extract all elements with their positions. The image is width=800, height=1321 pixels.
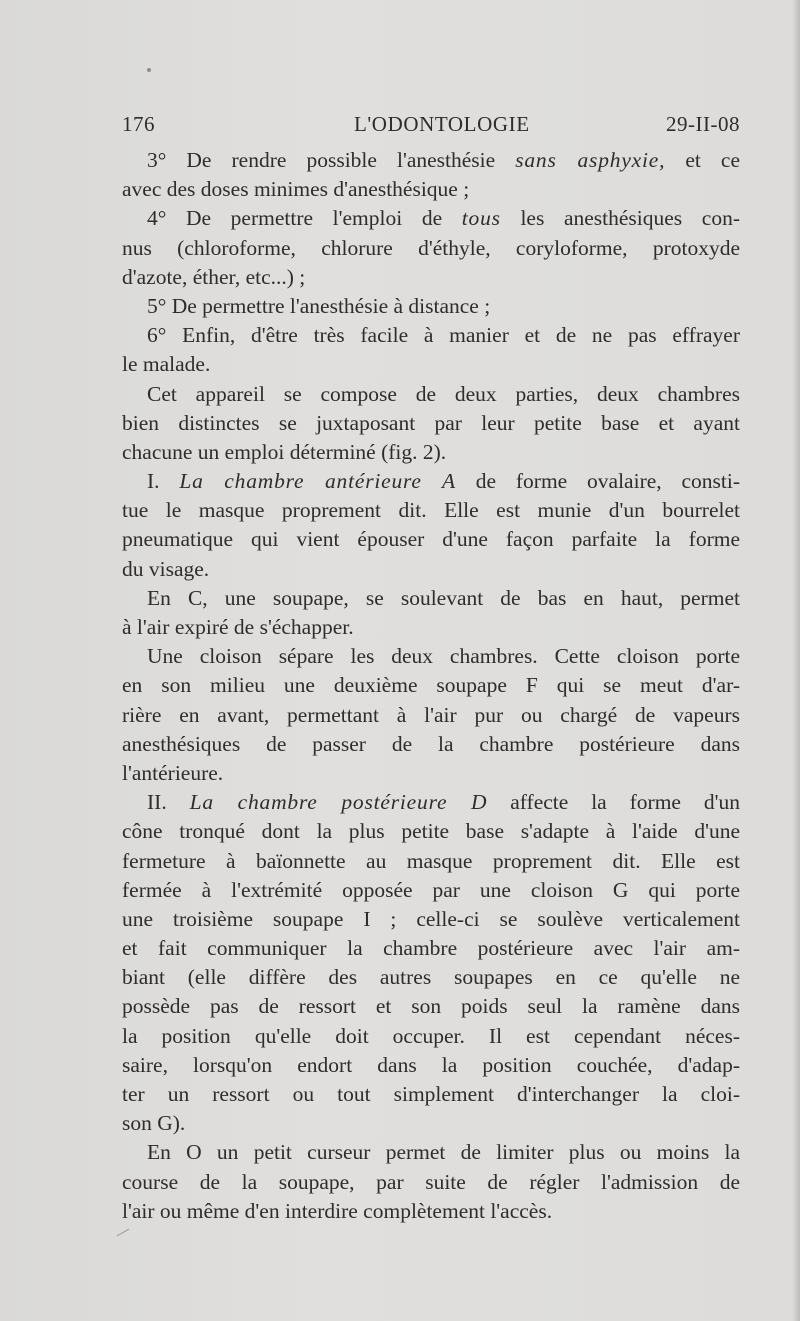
- text-line: [122, 146, 740, 175]
- text-span: affecte la forme d'un: [487, 790, 740, 815]
- italic-text: La chambre antérieure A: [179, 469, 456, 494]
- issue-date: 29-II-08: [666, 112, 740, 136]
- text-span: le malade.: [122, 352, 211, 377]
- text-line: [122, 525, 740, 554]
- ink-speck: [147, 68, 151, 72]
- text-span: avec des doses minimes d'anesthésique ;: [122, 177, 470, 202]
- text-span: l'antérieure.: [122, 760, 224, 785]
- text-span: 3° De rendre possible l'anesthésie: [147, 148, 516, 172]
- text-line: [122, 963, 740, 992]
- text-span: Cet appareil se compose de deux parties, deux chambres: [147, 381, 740, 406]
- text-span: tue le masque proprement dit. Elle est munie d'un bourrelet: [122, 498, 740, 523]
- text-line: [122, 380, 740, 409]
- text-line: [122, 1080, 740, 1109]
- text-span: saire, lorsqu'on endort dans la position couchée, d'adap-: [122, 1052, 740, 1077]
- text-line: [122, 1109, 740, 1138]
- text-line: [122, 817, 740, 846]
- text-span: du visage.: [122, 556, 210, 581]
- running-header: [122, 112, 740, 142]
- text-line: [122, 204, 740, 233]
- italic-text: sans asphyxie,: [515, 148, 666, 172]
- text-line: [122, 321, 740, 350]
- text-line: [122, 467, 740, 496]
- text-line: [122, 642, 740, 671]
- text-line: [122, 234, 740, 263]
- text-span: l'air ou même d'en interdire complètement l'accès.: [122, 1198, 553, 1223]
- text-line: [122, 1138, 740, 1167]
- text-span: fermée à l'extrémité opposée par une cloison G qui porte: [122, 877, 740, 902]
- page-number: 176: [122, 112, 155, 136]
- text-line: [122, 1051, 740, 1080]
- text-span: fermeture à baïonnette au masque proprement dit. Elle est: [122, 848, 740, 873]
- text-span: pneumatique qui vient épouser d'une façon parfaite la forme: [122, 527, 740, 552]
- text-line: [122, 409, 740, 438]
- page-edge-shadow: [792, 0, 800, 1321]
- text-span: En O un petit curseur permet de limiter plus ou moins la: [147, 1140, 740, 1165]
- text-line: [122, 992, 740, 1021]
- text-span: bien distinctes se juxtaposant par leur petite base et ayant: [122, 410, 740, 435]
- text-span: son G).: [122, 1111, 186, 1136]
- text-line: [122, 905, 740, 934]
- text-line: [122, 876, 740, 905]
- text-span: de forme ovalaire, consti-: [455, 469, 740, 494]
- italic-text: tous: [461, 206, 501, 231]
- running-title: L'ODONTOLOGIE: [354, 112, 530, 136]
- text-line: [122, 759, 740, 788]
- text-line: [122, 788, 740, 817]
- text-span: Une cloison sépare les deux chambres. Cette cloison porte: [147, 644, 740, 669]
- text-line: [122, 730, 740, 759]
- text-span: chacune un emploi déterminé (fig. 2).: [122, 439, 447, 464]
- text-span: biant (elle diffère des autres soupapes en ce qu'elle ne: [122, 965, 740, 990]
- text-line: [122, 847, 740, 876]
- text-line: [122, 350, 740, 379]
- text-line: [122, 701, 740, 730]
- text-line: [122, 496, 740, 525]
- text-span: rière en avant, permettant à l'air pur ou chargé de vapeurs: [122, 702, 740, 727]
- text-span: et fait communiquer la chambre postérieure avec l'air am-: [122, 936, 740, 961]
- text-span: nus (chloroforme, chlorure d'éthyle, coryloforme, protoxyde: [122, 235, 740, 260]
- text-line: [122, 438, 740, 467]
- text-span: d'azote, éther, etc...) ;: [122, 264, 306, 289]
- text-span: course de la soupape, par suite de régler l'admission de: [122, 1169, 740, 1194]
- body-text: [122, 146, 740, 1226]
- text-line: [122, 613, 740, 642]
- text-span: une troisième soupape I ; celle-ci se soulève verticalement: [122, 906, 740, 931]
- text-span: en son milieu une deuxième soupape F qui se meut d'ar-: [122, 673, 740, 698]
- text-span: cône tronqué dont la plus petite base s'adapte à l'aide d'une: [122, 819, 740, 844]
- text-line: [122, 555, 740, 584]
- text-span: En C, une soupape, se soulevant de bas en haut, permet: [147, 585, 740, 610]
- text-span: ter un ressort ou tout simplement d'interchanger la cloi-: [122, 1082, 740, 1106]
- text-span: II.: [147, 790, 190, 815]
- text-line: [122, 263, 740, 292]
- text-span: 6° Enfin, d'être très facile à manier et de ne pas effrayer: [147, 323, 740, 348]
- text-span: 5° De permettre l'anesthésie à distance ;: [147, 293, 491, 318]
- italic-text: La chambre postérieure D: [189, 790, 488, 815]
- text-line: [122, 671, 740, 700]
- text-line: [122, 584, 740, 613]
- text-span: à l'air expiré de s'échapper.: [122, 615, 354, 639]
- text-line: [122, 1197, 740, 1226]
- text-span: et ce: [665, 148, 740, 172]
- text-line: [122, 1168, 740, 1197]
- text-span: anesthésiques de passer de la chambre postérieure dans: [122, 731, 740, 756]
- text-line: [122, 175, 740, 204]
- text-line: [122, 934, 740, 963]
- text-line: [122, 1022, 740, 1051]
- pencil-mark: [117, 1229, 130, 1237]
- text-span: 4° De permettre l'emploi de: [147, 206, 462, 231]
- text-span: possède pas de ressort et son poids seul la ramène dans: [122, 994, 740, 1019]
- text-line: [122, 292, 740, 321]
- text-span: I.: [147, 469, 180, 494]
- text-span: les anesthésiques con-: [500, 206, 740, 231]
- text-span: la position qu'elle doit occuper. Il est cependant néces-: [122, 1023, 740, 1048]
